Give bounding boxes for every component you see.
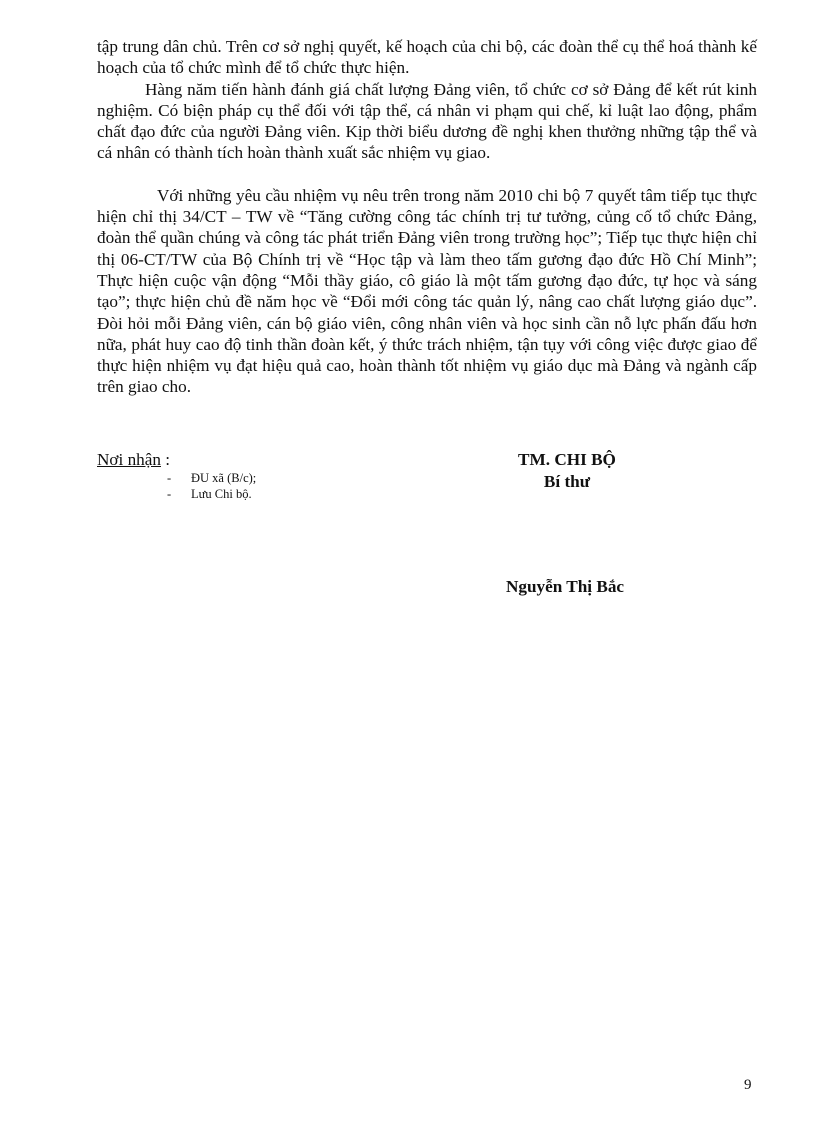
- recipients-title-suffix: :: [160, 450, 171, 469]
- recipients-title-label: Nơi nhận: [97, 450, 161, 469]
- signature-block: [467, 449, 667, 493]
- signer-name: Nguyễn Thị Bắc: [505, 577, 625, 596]
- recipients-block: [97, 449, 397, 502]
- recipient-item: [97, 486, 397, 502]
- page-number: 9: [744, 1077, 752, 1093]
- paragraph-continuation: tập trung dân chủ. Trên cơ sở nghị quyết, kế hoạch của chi bộ, các đoàn thể cụ thể hoá thành kế hoạch của tổ chức mình để tổ chức thực hiện.: [97, 37, 757, 78]
- recipient-label: Lưu Chi bộ.: [191, 487, 252, 501]
- document-body: [97, 36, 757, 398]
- list-dash: -: [167, 471, 172, 485]
- recipient-item: [97, 470, 397, 486]
- paragraph-gap: [97, 164, 757, 185]
- document-footer: [97, 449, 757, 609]
- recipients-list: [97, 470, 397, 502]
- signature-on-behalf: TM. CHI BỘ: [518, 450, 616, 469]
- signature-title: Bí thư: [543, 472, 591, 491]
- recipients-title: [97, 449, 397, 470]
- paragraph-evaluation: Hàng năm tiến hành đánh giá chất lượng Đảng viên, tổ chức cơ sở Đảng để kết rút kinh nghiệm. Có biện pháp cụ thể đối với tập thể, cá nhân vi phạm qui chế, kỉ luật lao động, phẩm chất đạo đức của người Đảng viên. Kịp thời biểu dương đề nghị khen thưởng những tập thể và cá nhân có thành tích hoàn thành xuất sắc nhiệm vụ giao.: [97, 79, 757, 163]
- list-dash: -: [167, 487, 172, 501]
- recipient-label: ĐU xã (B/c);: [191, 471, 257, 485]
- paragraph-tasks: Với những yêu cầu nhiệm vụ nêu trên trong năm 2010 chi bộ 7 quyết tâm tiếp tục thực hiện chỉ thị 34/CT – TW về “Tăng cường công tác chính trị tư tưởng, củng cố tổ chức Đảng, đoàn thể quần chúng và công tác phát triển Đảng viên trong trường học”; Tiếp tục thực hiện chỉ thị 06-CT/TW của Bộ Chính trị về “Học tập và làm theo tấm gương đạo đức Hồ Chí Minh”; Thực hiện cuộc vận động “Mỗi thầy giáo, cô giáo là một tấm gương đạo đức, tự học và sáng tạo”; thực hiện chủ đề năm học về “Đổi mới công tác quản lý, nâng cao chất lượng giáo dục”. Đòi hỏi mỗi Đảng viên, cán bộ giáo viên, công nhân viên và học sinh cần nỗ lực phấn đấu hơn nữa, phát huy cao độ tinh thần đoàn kết, ý thức trách nhiệm, tận tụy với công việc được giao để thực hiện nhiệm vụ đạt hiệu quả cao, hoàn thành tốt nhiệm vụ giáo dục mà Đảng và ngành cấp trên giao cho.: [97, 185, 757, 397]
